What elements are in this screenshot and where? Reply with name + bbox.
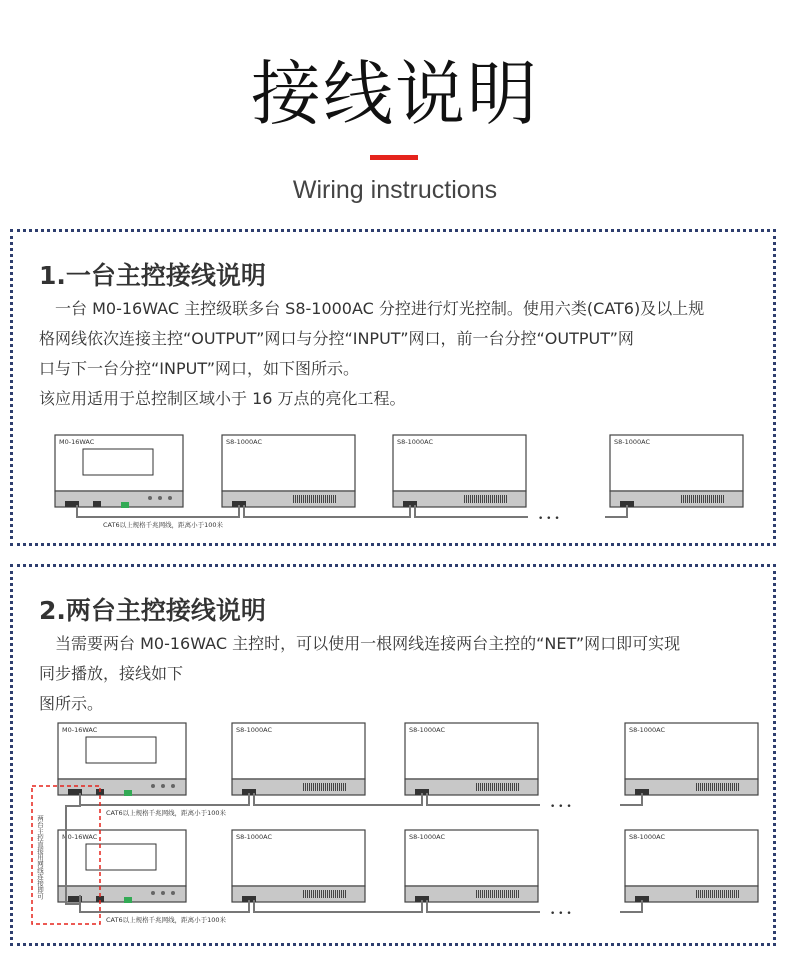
device-label: M0-16WAC	[62, 726, 98, 734]
ellipsis: • • •	[550, 802, 572, 812]
master-controller	[58, 830, 186, 903]
section-1-heading: 1.一台主控接线说明	[39, 261, 266, 290]
device-label: S8-1000AC	[629, 726, 666, 734]
slave-controller	[232, 723, 365, 795]
device-label: S8-1000AC	[236, 833, 273, 841]
slave-controller	[405, 723, 538, 795]
link-note: 两台主控直接用网线连接即可	[36, 815, 44, 900]
slave-controller	[610, 435, 743, 507]
ellipsis: • • •	[538, 514, 560, 524]
slave-controller	[232, 830, 365, 902]
cable-note: CAT6以上规格千兆网线，距离小于100米	[103, 521, 223, 529]
slave-controller	[625, 830, 758, 902]
master-controller	[58, 723, 186, 796]
text-line: 该应用适用于总控制区域小于 16 万点的亮化工程。	[39, 389, 406, 408]
text-line: 图所示。	[39, 694, 104, 713]
text-line: 一台 M0-16WAC 主控级联多台 S8-1000AC 分控进行灯光控制。使用六类(CAT6)及以上规	[39, 299, 705, 318]
device-label: S8-1000AC	[397, 438, 434, 446]
slave-controller	[625, 723, 758, 795]
device-label: S8-1000AC	[409, 833, 446, 841]
text-line: 同步播放，接线如下	[39, 664, 184, 683]
text-line: 格网线依次连接主控“OUTPUT”网口与分控“INPUT”网口，前一台分控“OUTPUT”网	[39, 329, 634, 348]
section-2-heading: 2.两台主控接线说明	[39, 596, 266, 625]
device-label: S8-1000AC	[629, 833, 666, 841]
master-controller	[55, 435, 183, 508]
device-label: S8-1000AC	[409, 726, 446, 734]
page-subtitle: Wiring instructions	[292, 176, 498, 204]
text-line: 口与下一台分控“INPUT”网口，如下图所示。	[39, 359, 360, 378]
device-label: M0-16WAC	[62, 833, 98, 841]
device-label: S8-1000AC	[226, 438, 263, 446]
slave-controller	[405, 830, 538, 902]
slave-controller	[393, 435, 526, 507]
device-label: M0-16WAC	[59, 438, 95, 446]
cable-note: CAT6以上规格千兆网线，距离小于100米	[106, 809, 226, 817]
ellipsis: • • •	[550, 909, 572, 919]
page-title: 接线说明	[251, 53, 539, 135]
text-line: 当需要两台 M0-16WAC 主控时，可以使用一根网线连接两台主控的“NET”网口即可实现	[39, 634, 681, 653]
device-label: S8-1000AC	[236, 726, 273, 734]
device-label: S8-1000AC	[614, 438, 651, 446]
cable-note: CAT6以上规格千兆网线，距离小于100米	[106, 916, 226, 924]
slave-controller	[222, 435, 355, 507]
